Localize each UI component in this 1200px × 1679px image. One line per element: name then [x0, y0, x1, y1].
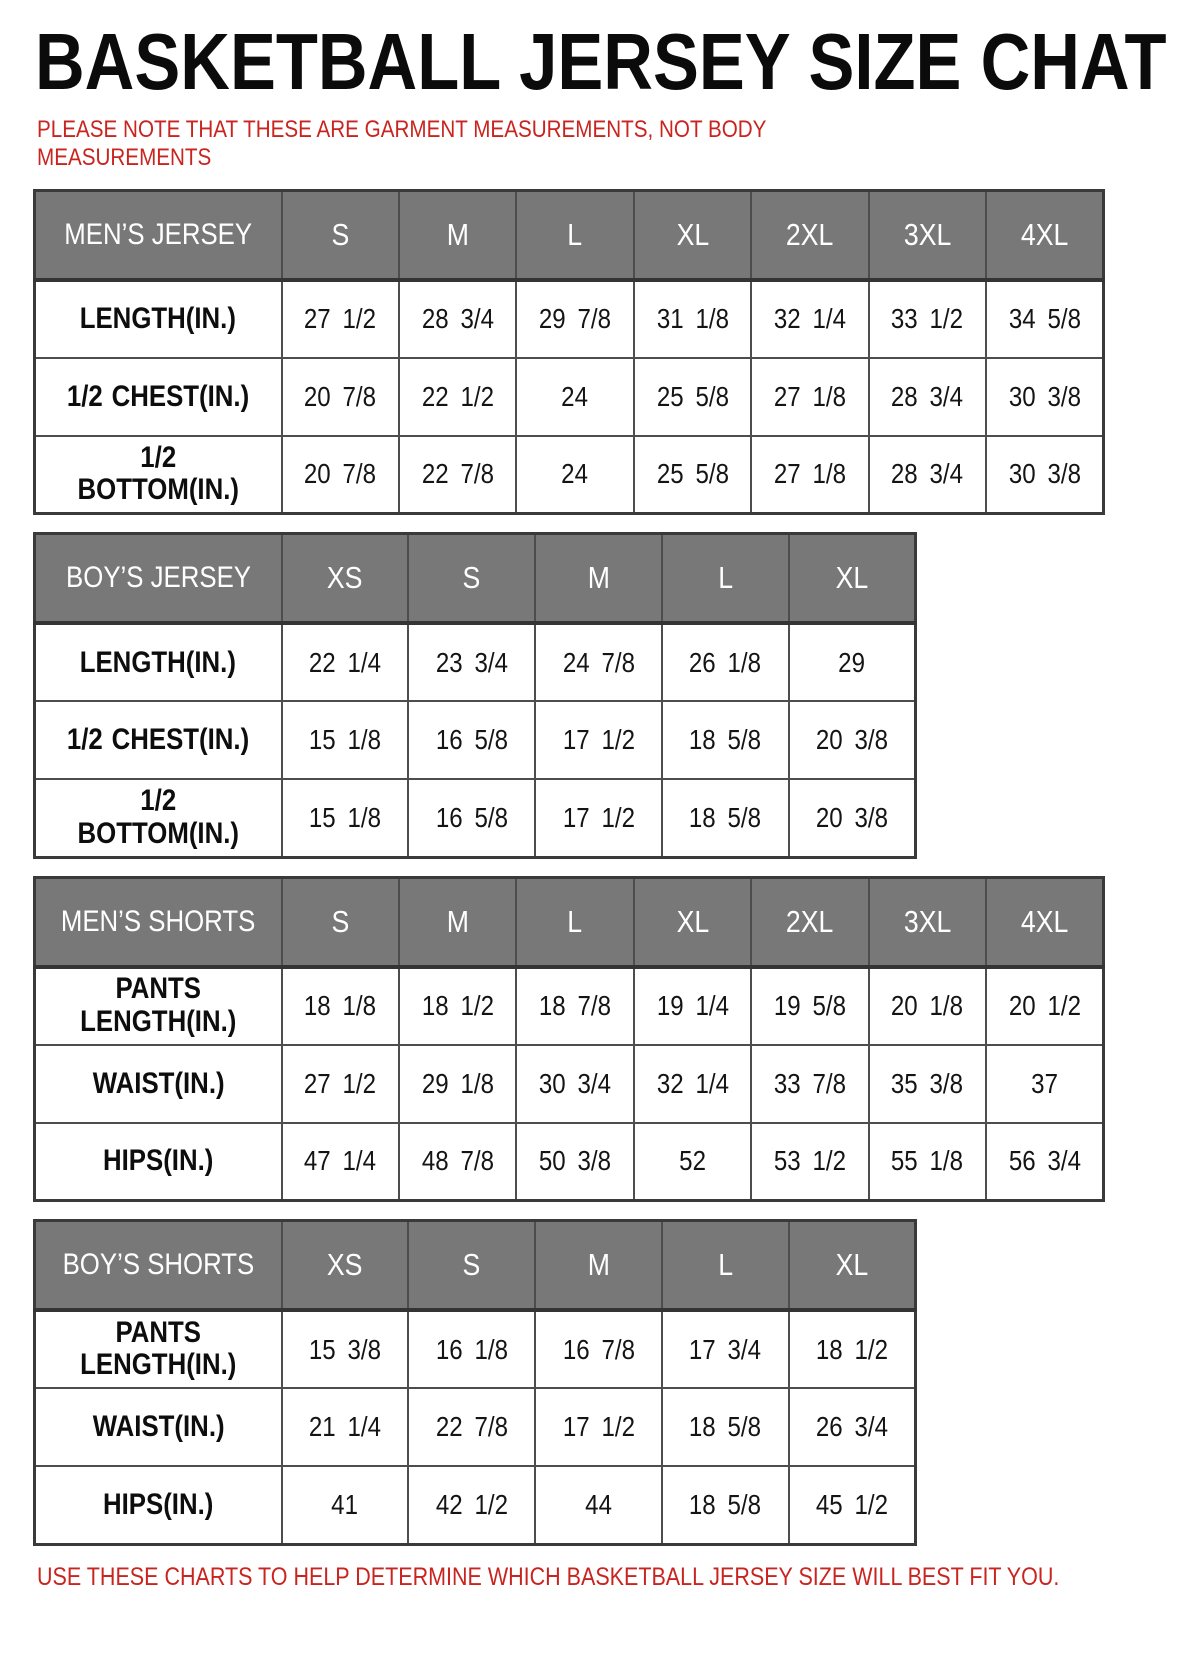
measurement-value-cell	[282, 967, 399, 1045]
measurement-value-text: 20 7/8	[304, 458, 377, 490]
measurement-value-cell	[634, 280, 751, 358]
size-header-cell-3xl	[869, 190, 986, 280]
measurement-label-text: PANTS LENGTH(IN.)	[80, 972, 237, 1038]
measurement-value-cell	[516, 1123, 633, 1201]
measurement-value-cell	[408, 779, 535, 857]
size-header-text: 2XL	[786, 903, 834, 939]
measurement-label-cell	[35, 436, 282, 514]
measurement-value-text: 48 7/8	[421, 1145, 494, 1177]
measurement-value-cell	[535, 1388, 662, 1466]
size-header-cell-4xl	[986, 877, 1103, 967]
size-header-cell-4xl	[986, 190, 1103, 280]
size-header-text: L	[717, 1247, 733, 1283]
measurement-label-text: PANTS LENGTH(IN.)	[80, 1315, 237, 1382]
measurement-value-text: 17 1/2	[562, 801, 635, 833]
measurement-label-cell	[35, 358, 282, 436]
measurement-value-text: 15 1/8	[308, 724, 381, 756]
measurement-value-cell	[869, 1123, 986, 1201]
measurement-row	[35, 1388, 916, 1466]
measurement-value-text: 44	[585, 1488, 612, 1520]
measurement-value-cell	[408, 701, 535, 779]
measurement-value-cell	[282, 280, 399, 358]
measurement-label-text: WAIST(IN.)	[92, 1066, 225, 1100]
measurement-value-text: 19 5/8	[773, 990, 846, 1022]
measurement-value-text: 30 3/4	[538, 1067, 612, 1099]
size-header-cell-m	[399, 877, 516, 967]
measurement-value-cell	[535, 623, 662, 701]
size-header-cell-3xl	[869, 877, 986, 967]
size-header-text: M	[587, 560, 610, 596]
measurement-value-text: 21 1/4	[308, 1411, 381, 1443]
table-title-cell	[35, 1221, 282, 1311]
measurement-value-cell	[516, 358, 633, 436]
size-header-cell-l	[662, 1221, 789, 1311]
measurement-value-text: 18 5/8	[689, 1488, 762, 1520]
size-table-boy-s-jersey	[33, 532, 917, 859]
measurement-value-text: 22 7/8	[435, 1411, 508, 1443]
size-header-text: 4XL	[1020, 216, 1069, 252]
note-line-1: PLEASE NOTE THAT THESE ARE GARMENT MEASUREMENTS, NOT BODY	[37, 116, 767, 143]
measurement-value-cell	[789, 1466, 916, 1544]
measurement-value-cell	[662, 701, 789, 779]
header-row	[35, 190, 1104, 280]
size-header-text: XL	[835, 560, 869, 596]
measurement-value-cell	[535, 1310, 662, 1388]
measurement-row	[35, 1466, 916, 1544]
measurement-value-cell	[408, 1388, 535, 1466]
measurement-value-cell	[282, 1123, 399, 1201]
measurement-value-text: 18 7/8	[538, 990, 612, 1022]
page-title	[35, 17, 1200, 106]
size-header-text: M	[587, 1247, 610, 1283]
measurement-label-cell	[35, 1388, 282, 1466]
measurement-value-cell	[399, 1045, 516, 1123]
measurement-value-text: 15 3/8	[308, 1333, 381, 1365]
header-row	[35, 534, 916, 624]
measurement-value-cell	[751, 436, 868, 514]
measurement-value-text: 18 1/2	[815, 1333, 888, 1365]
size-header-cell-m	[535, 1221, 662, 1311]
measurement-value-text: 18 5/8	[689, 1411, 762, 1443]
measurement-value-text: 45 1/2	[815, 1488, 888, 1520]
measurement-value-cell	[516, 967, 633, 1045]
size-header-text: S	[462, 560, 481, 596]
measurement-value-text: 20 7/8	[304, 380, 377, 412]
measurement-value-cell	[282, 1466, 409, 1544]
header-row	[35, 1221, 916, 1311]
size-table-men-s-jersey	[33, 189, 1105, 516]
measurement-value-cell	[869, 1045, 986, 1123]
measurement-value-cell	[751, 967, 868, 1045]
measurement-value-text: 37	[1031, 1067, 1058, 1099]
measurement-row	[35, 1045, 1104, 1123]
measurement-value-text: 20 1/2	[1008, 990, 1081, 1022]
size-header-text: M	[446, 903, 469, 939]
table-title-text: MEN’S JERSEY	[64, 217, 253, 251]
size-header-text: 3XL	[903, 903, 952, 939]
measurement-value-cell	[789, 779, 916, 857]
size-header-cell-s	[408, 534, 535, 624]
measurement-value-text: 23 3/4	[435, 646, 508, 678]
size-table-boy-s-shorts	[33, 1219, 917, 1546]
measurement-value-text: 33 1/2	[891, 303, 964, 335]
table-title-text: MEN’S SHORTS	[61, 904, 256, 938]
header-row	[35, 877, 1104, 967]
measurement-value-cell	[399, 436, 516, 514]
size-header-cell-xs	[282, 1221, 409, 1311]
size-header-cell-s	[282, 877, 399, 967]
measurement-value-cell	[869, 436, 986, 514]
measurement-value-text: 20 3/8	[815, 801, 888, 833]
measurement-value-cell	[662, 1310, 789, 1388]
measurement-value-text: 30 3/8	[1008, 458, 1081, 490]
size-header-text: S	[331, 216, 350, 252]
measurement-value-text: 26 3/4	[815, 1411, 888, 1443]
measurement-value-cell	[789, 701, 916, 779]
measurement-value-text: 25 5/8	[656, 380, 729, 412]
measurement-label-cell	[35, 701, 282, 779]
measurement-value-cell	[282, 701, 409, 779]
measurement-value-text: 55 1/8	[891, 1145, 964, 1177]
size-header-cell-m	[535, 534, 662, 624]
measurement-value-text: 27 1/8	[773, 380, 846, 412]
measurement-row	[35, 623, 916, 701]
measurement-value-text: 50 3/8	[538, 1145, 612, 1177]
size-header-text: 4XL	[1020, 903, 1069, 939]
measurement-label-text: 1/2 BOTTOM(IN.)	[77, 784, 239, 850]
measurement-value-cell	[408, 1310, 535, 1388]
measurement-value-cell	[986, 1123, 1103, 1201]
size-table-men-s-shorts	[33, 876, 1105, 1203]
measurement-label-cell	[35, 1045, 282, 1123]
measurement-value-cell	[634, 967, 751, 1045]
measurement-value-cell	[986, 967, 1103, 1045]
size-header-cell-xl	[634, 877, 751, 967]
measurement-value-text: 26 1/8	[689, 646, 762, 678]
size-header-text: L	[567, 216, 583, 252]
measurement-value-text: 27 1/2	[304, 1067, 377, 1099]
measurement-value-cell	[535, 701, 662, 779]
measurement-value-cell	[986, 436, 1103, 514]
measurement-value-text: 35 3/8	[891, 1067, 964, 1099]
size-header-text: 2XL	[786, 216, 834, 252]
measurement-value-cell	[751, 358, 868, 436]
size-header-cell-s	[408, 1221, 535, 1311]
measurement-value-cell	[986, 280, 1103, 358]
measurement-row	[35, 1123, 1104, 1201]
measurement-label-text: HIPS(IN.)	[103, 1487, 214, 1521]
measurement-label-text: 1/2 CHEST(IN.)	[67, 379, 250, 413]
measurement-value-cell	[751, 280, 868, 358]
size-header-text: XL	[835, 1247, 869, 1283]
fit-advice-note-text: USE THESE CHARTS TO HELP DETERMINE WHICH BASKETBALL JERSEY SIZE WILL BEST FIT YOU.	[37, 1562, 1060, 1591]
measurement-value-text: 20 3/8	[815, 724, 888, 756]
measurement-value-cell	[662, 1466, 789, 1544]
measurement-value-cell	[399, 1123, 516, 1201]
measurement-value-text: 56 3/4	[1008, 1145, 1081, 1177]
measurement-row	[35, 1310, 916, 1388]
measurement-value-text: 52	[679, 1145, 706, 1177]
measurement-value-text: 22 7/8	[421, 458, 494, 490]
measurement-label-cell	[35, 779, 282, 857]
measurement-value-cell	[662, 1388, 789, 1466]
measurement-value-text: 28 3/4	[891, 380, 964, 412]
measurement-value-cell	[516, 280, 633, 358]
measurement-value-cell	[282, 1310, 409, 1388]
measurement-value-text: 47 1/4	[304, 1145, 377, 1177]
table-title-cell	[35, 534, 282, 624]
measurement-value-cell	[282, 1388, 409, 1466]
measurement-value-text: 34 5/8	[1008, 303, 1081, 335]
measurement-value-text: 15 1/8	[308, 801, 381, 833]
measurement-value-text: 16 1/8	[435, 1333, 508, 1365]
size-header-cell-l	[516, 190, 633, 280]
measurement-value-cell	[869, 967, 986, 1045]
measurement-value-text: 53 1/2	[773, 1145, 846, 1177]
measurement-value-cell	[282, 436, 399, 514]
measurement-value-text: 24	[561, 458, 589, 490]
table-title-text: BOY’S JERSEY	[65, 561, 251, 595]
measurement-label-text: 1/2 BOTTOM(IN.)	[77, 440, 239, 507]
measurement-value-cell	[789, 1310, 916, 1388]
measurement-value-text: 29	[838, 646, 866, 678]
measurement-value-cell	[282, 779, 409, 857]
measurement-value-text: 20 1/8	[891, 990, 964, 1022]
measurement-value-text: 32 1/4	[773, 303, 846, 335]
measurement-value-cell	[399, 280, 516, 358]
measurement-label-text: WAIST(IN.)	[92, 1410, 225, 1444]
measurement-value-text: 24	[561, 380, 589, 412]
size-header-text: S	[462, 1247, 481, 1283]
measurement-value-cell	[282, 623, 409, 701]
measurement-value-cell	[634, 436, 751, 514]
measurement-label-text: HIPS(IN.)	[103, 1144, 214, 1178]
measurement-row	[35, 967, 1104, 1045]
measurement-value-cell	[634, 358, 751, 436]
measurement-value-cell	[869, 280, 986, 358]
measurement-value-text: 27 1/2	[304, 303, 377, 335]
measurement-value-cell	[634, 1045, 751, 1123]
note-line-2: MEASUREMENTS	[37, 144, 212, 172]
measurement-value-cell	[869, 358, 986, 436]
measurement-value-text: 29 7/8	[538, 303, 612, 335]
measurement-value-cell	[789, 623, 916, 701]
size-header-cell-2xl	[751, 877, 868, 967]
measurement-value-text: 25 5/8	[656, 458, 729, 490]
measurement-value-cell	[282, 1045, 399, 1123]
measurement-value-cell	[662, 779, 789, 857]
measurement-value-cell	[282, 358, 399, 436]
measurement-value-cell	[634, 1123, 751, 1201]
fit-advice-note	[37, 1563, 1200, 1592]
measurement-label-text: LENGTH(IN.)	[80, 302, 237, 336]
measurement-value-cell	[399, 967, 516, 1045]
measurement-value-text: 32 1/4	[656, 1067, 729, 1099]
size-header-text: XL	[676, 216, 709, 252]
size-header-text: 3XL	[903, 216, 952, 252]
measurement-value-text: 16 5/8	[435, 801, 508, 833]
measurement-value-text: 18 1/8	[304, 990, 377, 1022]
measurement-value-text: 33 7/8	[773, 1067, 846, 1099]
measurement-value-cell	[662, 623, 789, 701]
size-header-text: S	[331, 903, 350, 939]
measurement-value-text: 41	[331, 1488, 359, 1520]
measurement-value-text: 17 1/2	[562, 724, 635, 756]
size-tables	[33, 189, 1200, 1546]
measurement-label-cell	[35, 1123, 282, 1201]
measurement-value-text: 27 1/8	[773, 458, 846, 490]
measurement-value-text: 17 3/4	[689, 1333, 762, 1365]
table-title-cell	[35, 190, 282, 280]
size-header-cell-xl	[789, 1221, 916, 1311]
measurement-value-text: 19 1/4	[656, 990, 729, 1022]
measurement-value-cell	[516, 436, 633, 514]
size-header-text: XS	[327, 560, 363, 596]
size-header-text: XL	[676, 903, 709, 939]
garment-measurement-note	[37, 116, 1200, 173]
size-header-cell-xs	[282, 534, 409, 624]
measurement-value-cell	[408, 1466, 535, 1544]
measurement-label-cell	[35, 1310, 282, 1388]
table-title-text: BOY’S SHORTS	[62, 1248, 255, 1282]
measurement-value-cell	[751, 1045, 868, 1123]
measurement-label-text: LENGTH(IN.)	[80, 645, 237, 679]
measurement-label-cell	[35, 1466, 282, 1544]
measurement-row	[35, 280, 1104, 358]
measurement-value-cell	[986, 358, 1103, 436]
measurement-value-text: 18 5/8	[689, 801, 762, 833]
measurement-value-cell	[399, 358, 516, 436]
measurement-value-cell	[986, 1045, 1103, 1123]
measurement-value-text: 30 3/8	[1008, 380, 1081, 412]
measurement-row	[35, 701, 916, 779]
measurement-value-text: 31 1/8	[656, 303, 729, 335]
measurement-value-text: 16 5/8	[435, 724, 508, 756]
measurement-label-text: 1/2 CHEST(IN.)	[67, 723, 250, 757]
page-title-text: BASKETBALL JERSEY SIZE CHAT	[35, 17, 1167, 106]
size-header-cell-m	[399, 190, 516, 280]
measurement-value-cell	[408, 623, 535, 701]
size-header-text: L	[717, 560, 733, 596]
measurement-value-text: 22 1/2	[421, 380, 494, 412]
measurement-value-text: 28 3/4	[421, 303, 494, 335]
measurement-value-text: 17 1/2	[562, 1411, 635, 1443]
measurement-value-text: 18 1/2	[421, 990, 494, 1022]
size-header-cell-xl	[789, 534, 916, 624]
measurement-value-text: 29 1/8	[421, 1067, 494, 1099]
measurement-value-text: 28 3/4	[891, 458, 964, 490]
measurement-row	[35, 779, 916, 857]
size-header-cell-l	[516, 877, 633, 967]
measurement-value-text: 18 5/8	[689, 724, 762, 756]
measurement-value-cell	[516, 1045, 633, 1123]
measurement-row	[35, 358, 1104, 436]
measurement-value-text: 24 7/8	[562, 646, 635, 678]
measurement-value-text: 22 1/4	[308, 646, 381, 678]
size-header-cell-s	[282, 190, 399, 280]
measurement-label-cell	[35, 967, 282, 1045]
size-header-cell-l	[662, 534, 789, 624]
size-header-text: M	[446, 216, 469, 252]
measurement-value-text: 42 1/2	[435, 1488, 508, 1520]
measurement-value-text: 16 7/8	[562, 1333, 635, 1365]
measurement-label-cell	[35, 280, 282, 358]
measurement-label-cell	[35, 623, 282, 701]
measurement-value-cell	[751, 1123, 868, 1201]
measurement-value-cell	[535, 1466, 662, 1544]
measurement-value-cell	[789, 1388, 916, 1466]
size-header-cell-xl	[634, 190, 751, 280]
size-header-cell-2xl	[751, 190, 868, 280]
measurement-row	[35, 436, 1104, 514]
measurement-value-cell	[535, 779, 662, 857]
size-header-text: XS	[327, 1247, 363, 1283]
table-title-cell	[35, 877, 282, 967]
size-header-text: L	[567, 903, 583, 939]
